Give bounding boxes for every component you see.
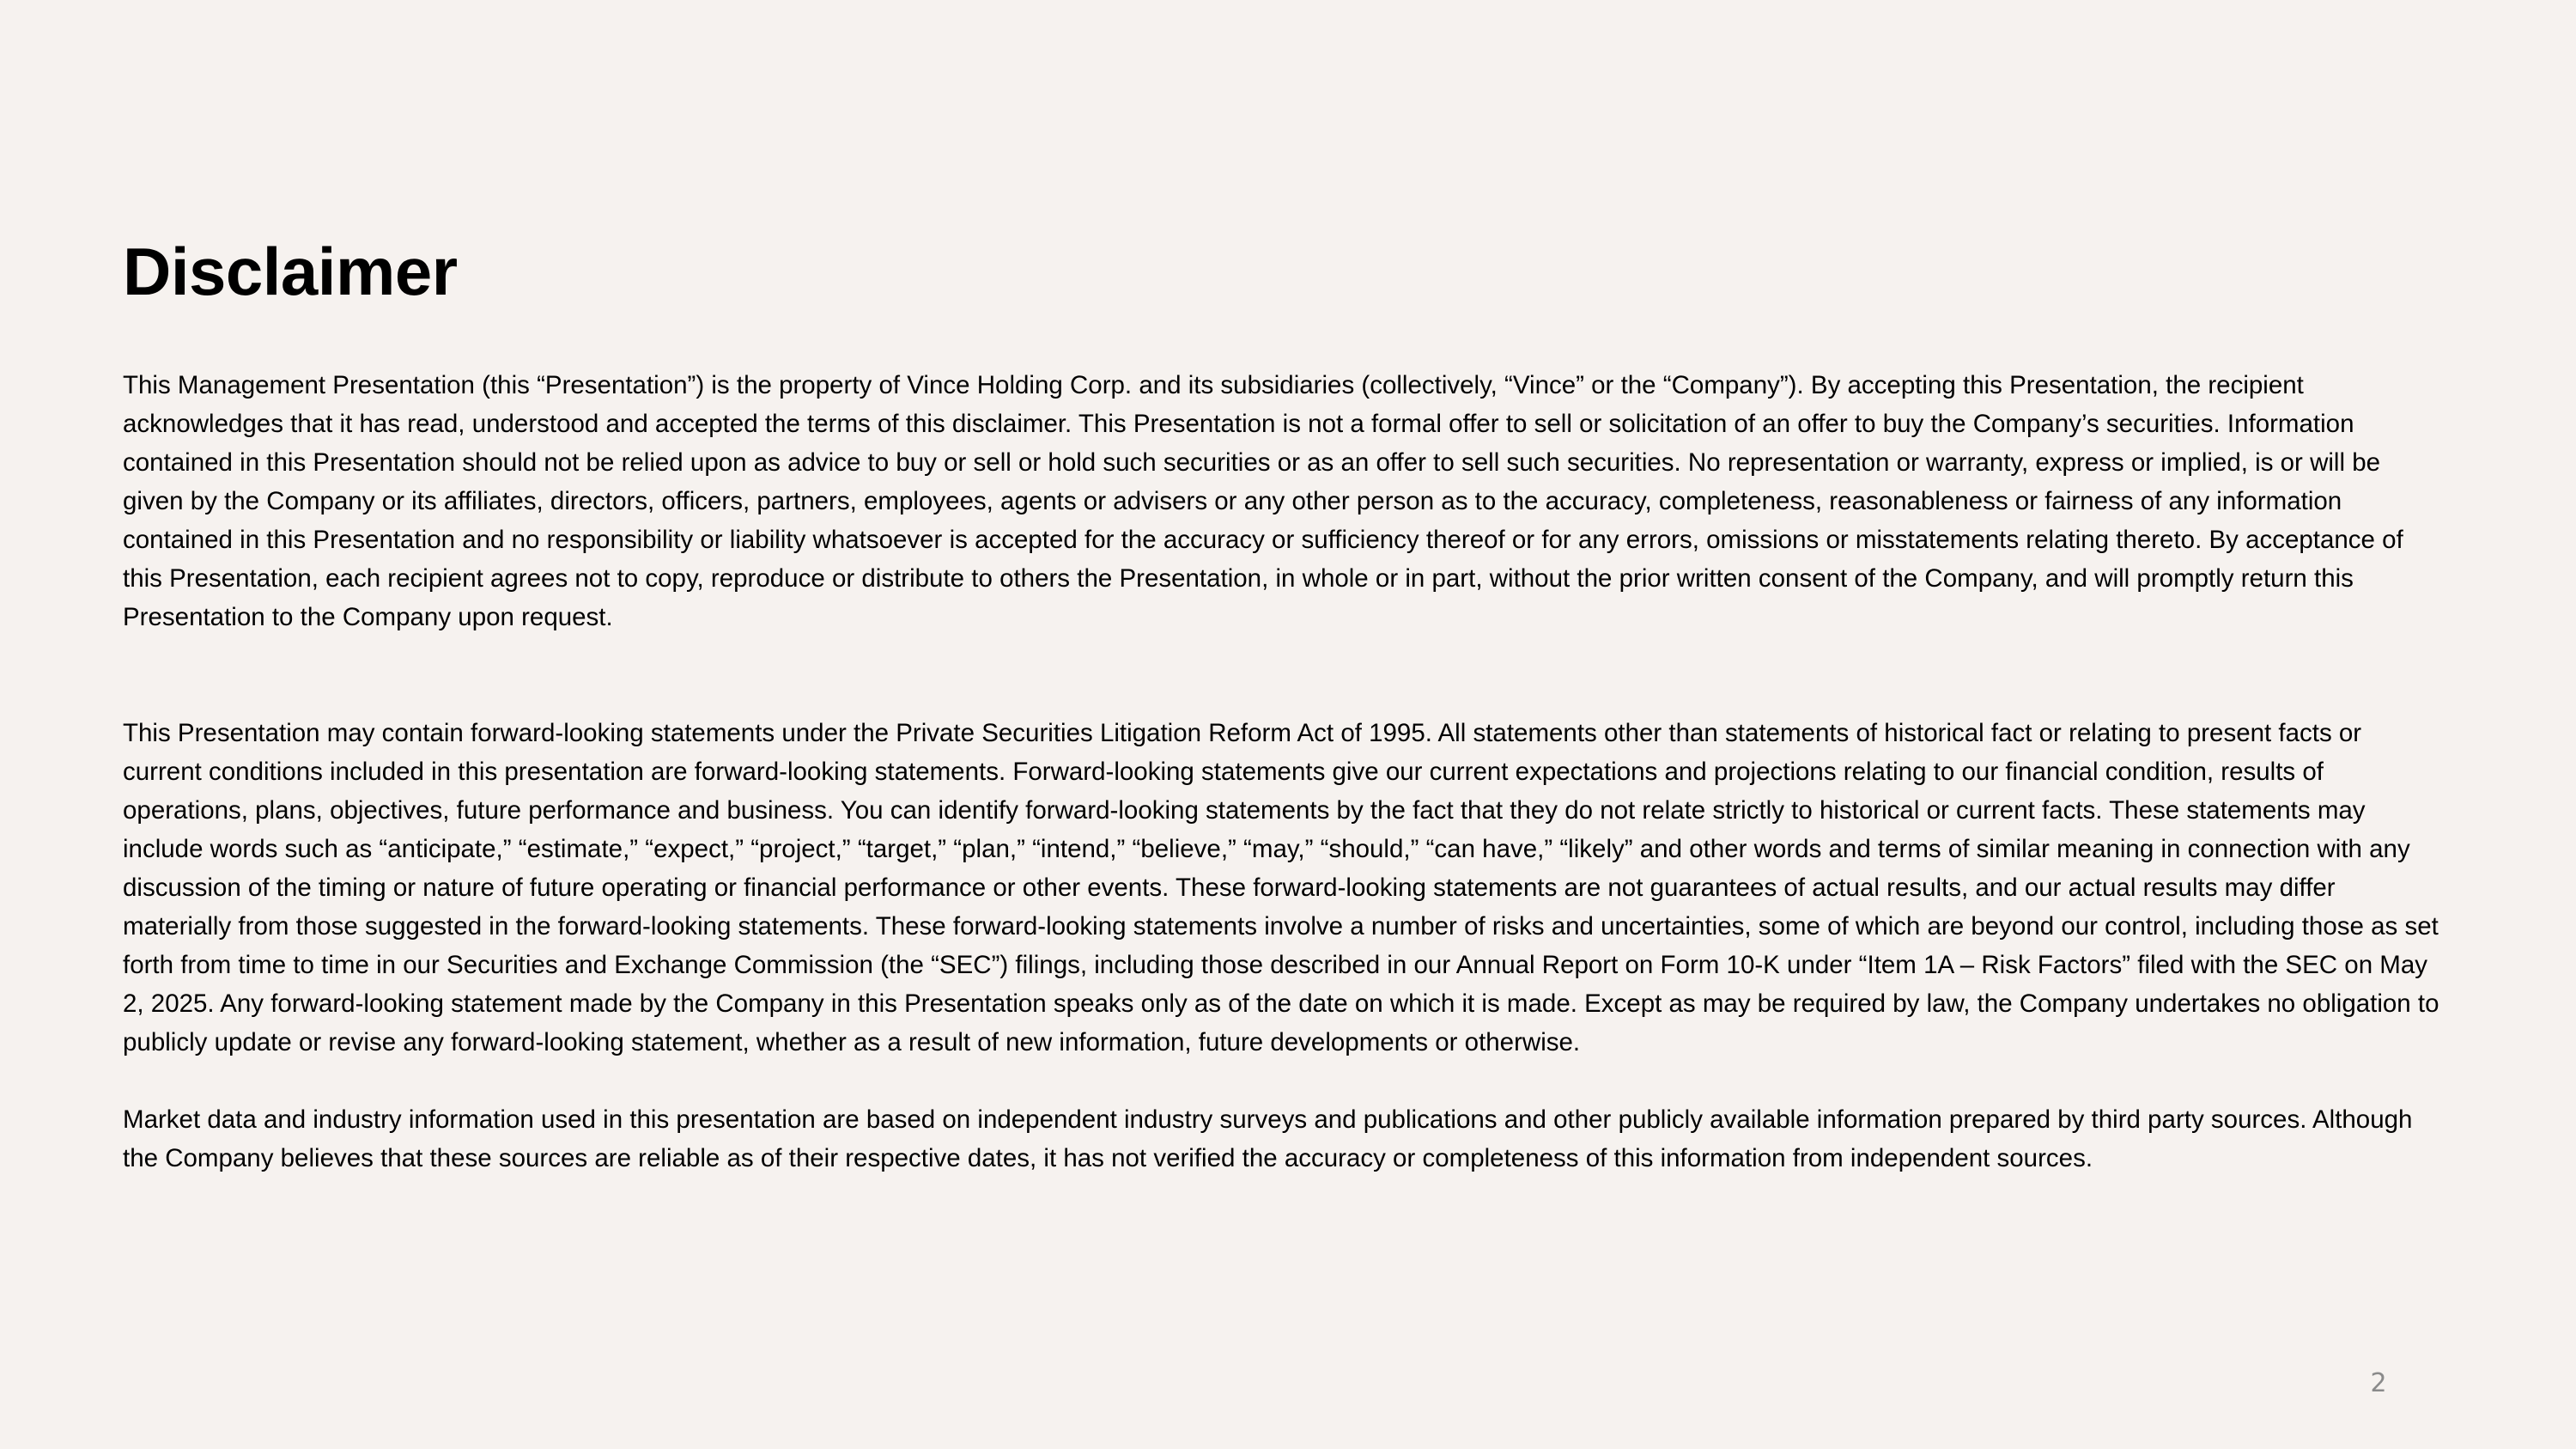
disclaimer-body xyxy=(123,366,2441,1178)
page-number: 2 xyxy=(2370,1368,2387,1398)
disclaimer-paragraph-market-data: Market data and industry information used in this presentation are based on independent industry surveys and publications and other publicly available information prepared by third party sources. Although the Company believes that these sources are reliable as of their respective dates, it has not verified the accuracy or completeness of this information from independent sources. xyxy=(123,1105,2413,1172)
disclaimer-paragraph-forward-looking: This Presentation may contain forward-looking statements under the Private Securities Litigation Reform Act of 1995. All statements other than statements of historical fact or relating to present facts or current conditions included in this presentation are forward-looking statements. Forward-looking statements give our current expectations and projections relating to our financial condition, results of operations, plans, objectives, future performance and business. You can identify forward-looking statements by the fact that they do not relate strictly to historical or current facts. These statements may include words such as “anticipate,” “estimate,” “expect,” “project,” “target,” “plan,” “intend,” “believe,” “may,” “should,” “can have,” “likely” and other words and terms of similar meaning in connection with any discussion of the timing or nature of future operating or financial performance or other events. These forward-looking statements are not guarantees of actual results, and our actual results may differ materially from those suggested in the forward-looking statements. These forward-looking statements involve a number of risks and uncertainties, some of which are beyond our control, including those as set forth from time to time in our Securities and Exchange Commission (the “SEC”) filings, including those described in our Annual Report on Form 10-K under “Item 1A – Risk Factors” filed with the SEC on May 2, 2025. Any forward-looking statement made by the Company in this Presentation speaks only as of the date on which it is made. Except as may be required by law, the Company undertakes no obligation to publicly update or revise any forward-looking statement, whether as a result of new information, future developments or otherwise. xyxy=(123,719,2439,1056)
disclaimer-paragraph-property: This Management Presentation (this “Presentation”) is the property of Vince Holding Corp. and its subsidiaries (collectively, “Vince” or the “Company”). By accepting this Presentation, the recipient acknowledges that it has read, understood and accepted the terms of this disclaimer. This Presentation is not a formal offer to sell or solicitation of an offer to buy the Company’s securities. Information contained in this Presentation should not be relied upon as advice to buy or sell or hold such securities or as an offer to sell such securities. No representation or warranty, express or implied, is or will be given by the Company or its affiliates, directors, officers, partners, employees, agents or advisers or any other person as to the accuracy, completeness, reasonableness or fairness of any information contained in this Presentation and no responsibility or liability whatsoever is accepted for the accuracy or sufficiency thereof or for any errors, omissions or misstatements relating thereto. By acceptance of this Presentation, each recipient agrees not to copy, reproduce or distribute to others the Presentation, in whole or in part, without the prior written consent of the Company, and will promptly return this Presentation to the Company upon request. xyxy=(123,371,2403,631)
slide-title: Disclaimer xyxy=(123,234,458,309)
